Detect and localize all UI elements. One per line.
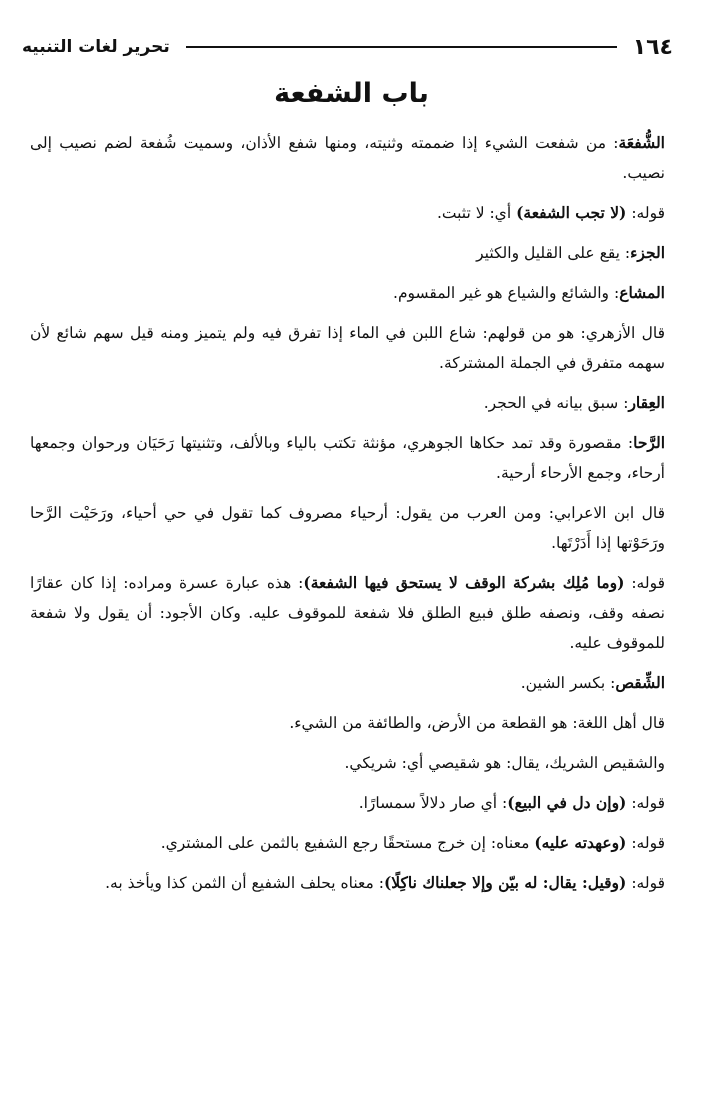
paragraph — [30, 388, 665, 418]
paragraph-text: : والشائع والشياع هو غير المقسوم. — [393, 284, 620, 302]
paragraph — [30, 318, 665, 378]
paragraph-text: قال الأزهري: هو من قولهم: شاع اللبن في الماء إذا تفرق فيه ولم يتميز ومنه قيل سهم شائع لأن سهمه متفرق في الجملة المشتركة. — [30, 324, 665, 372]
headword: الشِّقص — [615, 673, 665, 692]
paragraph — [30, 788, 665, 818]
quoted-phrase: (وإن دل في البيع) — [507, 793, 627, 812]
paragraph — [30, 238, 665, 268]
paragraph-text: قال ابن الاعرابي: ومن العرب من يقول: أرحياء مصروف كما تقول في حي أحياء، ورَحَيْت الرَّحا ورَحَوْتها إذا أَدَرْتَها. — [30, 504, 665, 552]
paragraph — [30, 278, 665, 308]
quoted-phrase: (وعهدته عليه) — [534, 833, 627, 852]
paragraph — [30, 198, 665, 228]
chapter-title: باب الشفعة — [274, 78, 429, 109]
quoted-phrase: (وما مُلِك بشركة الوقف لا يستحق فيها الشفعة) — [303, 573, 625, 592]
running-header — [22, 30, 673, 64]
paragraph-text: : هذه عبارة عسرة ومراده: إذا كان عقارًا نصفه وقف، ونصفه طلق فبيع الطلق فلا شفعة للموقوف عليه. وكان الأجود: أن يقول ولا شفعة للموقوف عليه. — [30, 574, 665, 652]
paragraph-text: قال أهل اللغة: هو القطعة من الأرض، والطائفة من الشيء. — [289, 714, 665, 732]
headword: العِقار — [628, 393, 665, 412]
paragraph — [30, 428, 665, 488]
paragraph — [30, 828, 665, 858]
book-title: تحرير لغات التنبيه — [22, 37, 170, 57]
paragraph — [30, 568, 665, 658]
paragraph-prefix: قوله: — [626, 874, 665, 892]
paragraph — [30, 748, 665, 778]
paragraph-text: أي: لا تثبت. — [436, 204, 517, 222]
paragraph-text: : يقع على القليل والكثير — [476, 244, 631, 262]
paragraph — [30, 498, 665, 558]
paragraph-text: : من شفعت الشيء إذا ضممته وثنيته، ومنها شفع الأذان، وسميت شُفعة لضم نصيب إلى نصيب. — [30, 134, 665, 182]
headword: الرَّحا — [633, 433, 665, 452]
paragraph-text: : سبق بيانه في الحجر. — [483, 394, 629, 412]
quoted-phrase: (لا تجب الشفعة) — [516, 203, 627, 222]
header-rule — [186, 46, 617, 48]
headword: الشُّفعَة — [618, 133, 665, 152]
paragraph-prefix: قوله: — [626, 794, 665, 812]
paragraph — [30, 868, 665, 898]
paragraph-text: : مقصورة وقد تمد حكاها الجوهري، مؤنثة تكتب بالياء وبالألف، وتثنيتها رَحَيَان ورحوان وجمعها أرحاء، وجمع الأرحاء أرحية. — [30, 434, 665, 482]
quoted-phrase: (وقيل: يقال: له بيّن وإلا جعلناك ناكِلًا) — [383, 873, 627, 892]
paragraph-prefix: قوله: — [624, 574, 665, 592]
paragraph-prefix: قوله: — [626, 204, 665, 222]
paragraph-prefix: قوله: — [626, 834, 665, 852]
paragraph — [30, 128, 665, 188]
paragraph-text: : معناه يحلف الشفيع أن الثمن كذا ويأخذ به. — [105, 874, 384, 892]
paragraph-text: : بكسر الشين. — [520, 674, 616, 692]
headword: المشاع — [619, 283, 665, 302]
paragraph — [30, 708, 665, 738]
page-number: ١٦٤ — [632, 34, 673, 60]
paragraph-text: : أي صار دلالاً سمسارًا. — [358, 794, 508, 812]
headword: الجزء — [630, 243, 665, 262]
paragraph-text: معناه: إن خرج مستحقًا رجع الشفيع بالثمن على المشتري. — [160, 834, 535, 852]
body-text — [30, 128, 665, 898]
paragraph-text: والشقيص الشريك، يقال: هو شقيصي أي: شريكي. — [344, 754, 665, 772]
paragraph — [30, 668, 665, 698]
